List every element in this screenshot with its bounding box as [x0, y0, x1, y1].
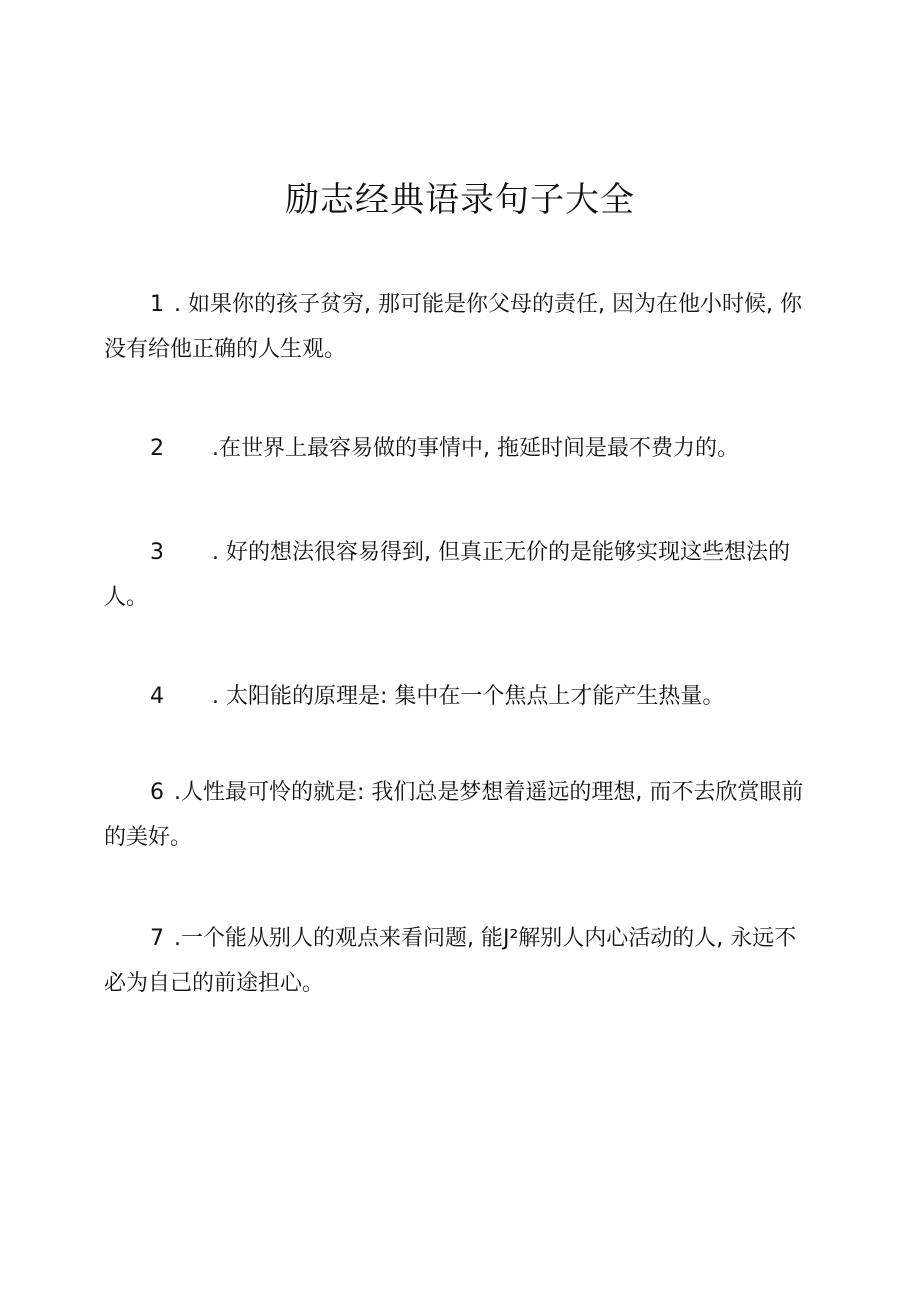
item-text: .人性最可怜的就是: 我们总是梦想着遥远的理想, 而不去欣赏眼前的美好。 — [104, 780, 804, 850]
item-number: 4 — [150, 684, 164, 709]
list-item — [104, 426, 816, 471]
item-text: .在世界上最容易做的事情中, 拖延时间是最不费力的。 — [212, 436, 739, 461]
item-text: . 好的想法很容易得到, 但真正无价的是能够实现这些想法的人。 — [104, 540, 790, 610]
item-number: 2 — [150, 436, 164, 461]
list-item — [104, 282, 816, 372]
list-item — [104, 530, 816, 620]
item-text: .一个能从别人的观点来看问题, 能J²解别人内心活动的人, 永远不必为自己的前途担心。 — [104, 926, 797, 996]
item-number: 1 — [150, 292, 164, 317]
page-title: 励志经典语录句子大全 — [285, 180, 635, 220]
list-item — [104, 916, 816, 1006]
item-text: . 如果你的孩子贫穷, 那可能是你父母的责任, 因为在他小时候, 你没有给他正确的人生观。 — [104, 292, 802, 362]
item-text: . 太阳能的原理是: 集中在一个焦点上才能产生热量。 — [212, 684, 725, 709]
list-item — [104, 674, 816, 719]
item-number: 3 — [150, 540, 164, 565]
item-number: 6 — [150, 780, 164, 805]
list-item — [104, 770, 816, 860]
item-number: 7 — [150, 926, 164, 951]
